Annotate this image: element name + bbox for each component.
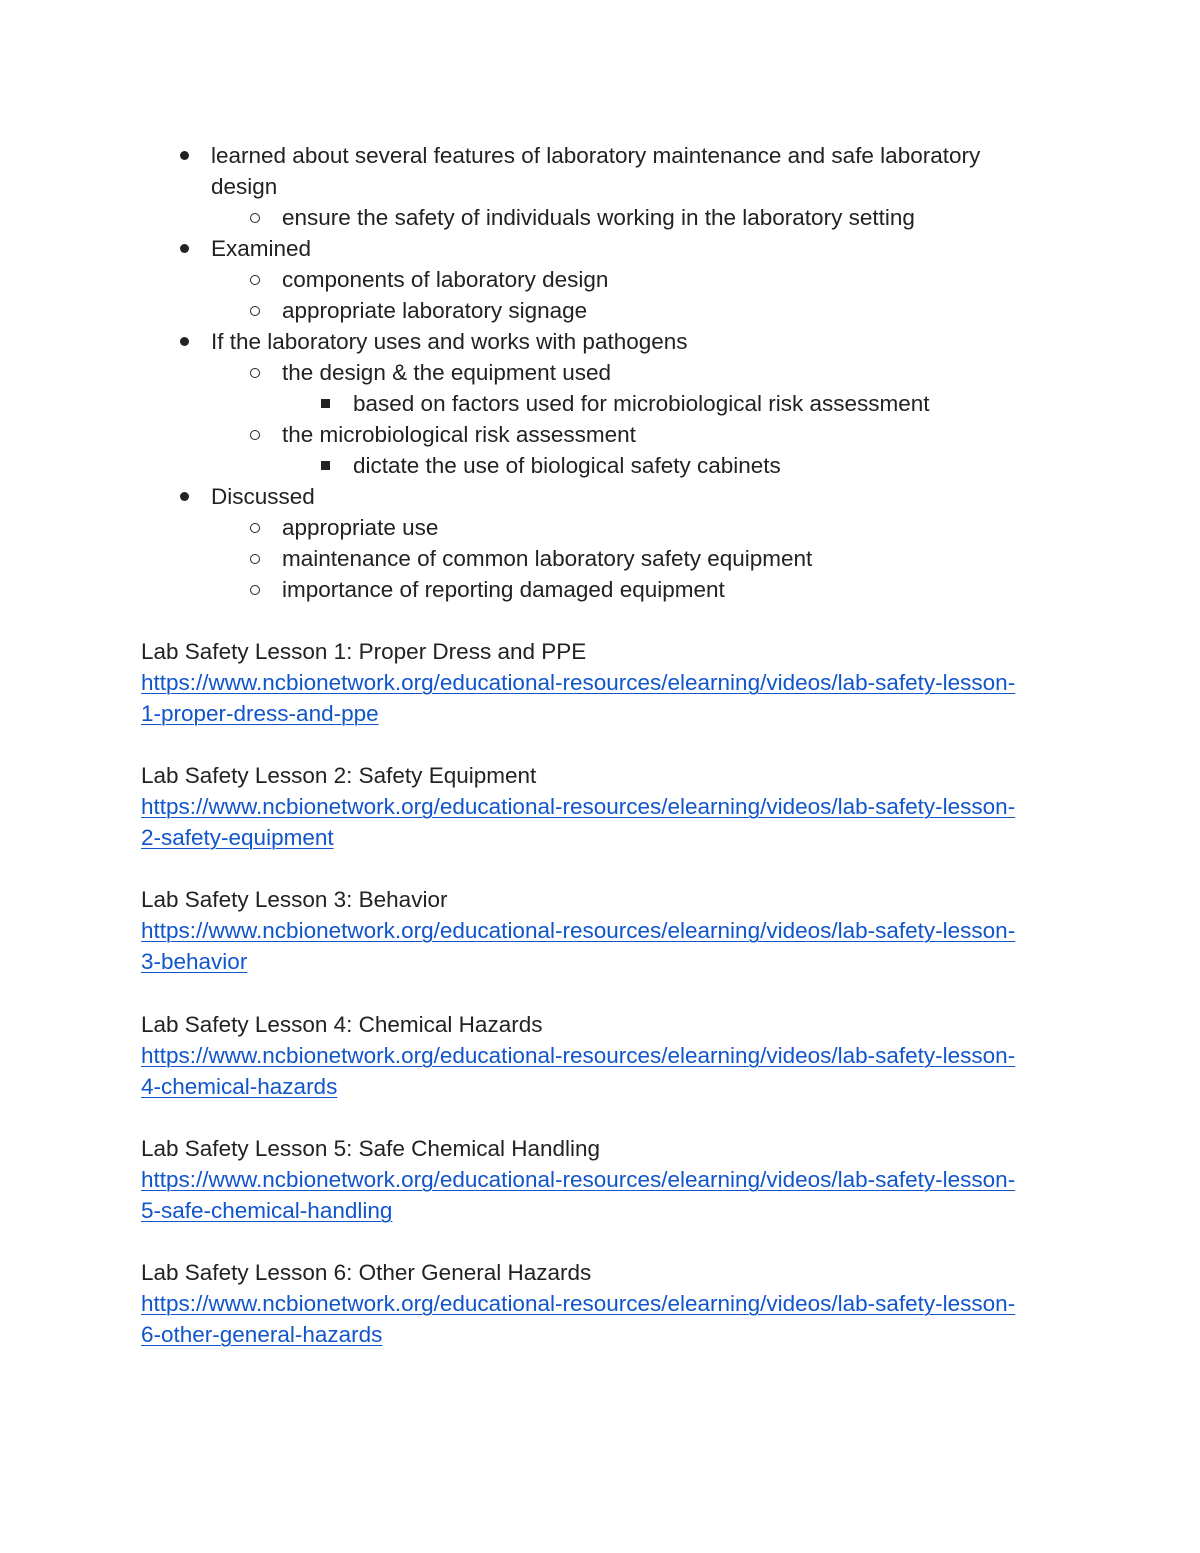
lesson-title: Lab Safety Lesson 6: Other General Hazards [141, 1260, 592, 1285]
bullet-disc-icon [177, 326, 191, 357]
list-item-text: based on factors used for microbiological risk assessment [353, 391, 930, 416]
lesson-link[interactable]: 3-behavior [141, 949, 248, 974]
list-item-text: maintenance of common laboratory safety equipment [282, 546, 813, 571]
lesson-link[interactable]: 5-safe-chemical-handling [141, 1198, 393, 1223]
bullet-circle-icon [248, 295, 262, 326]
bullet-circle-icon [248, 574, 262, 605]
list-item-text: learned about several features of laboratory maintenance and safe laboratory [211, 143, 981, 168]
list-item-text: the design & the equipment used [282, 360, 611, 385]
list-item-text: design [211, 174, 278, 199]
lesson-link[interactable]: 4-chemical-hazards [141, 1074, 338, 1099]
bullet-circle-icon [248, 202, 262, 233]
bullet-circle-icon [248, 357, 262, 388]
lesson-link[interactable]: https://www.ncbionetwork.org/educational-resources/elearning/videos/lab-safety-lesson- [141, 1167, 1016, 1192]
lesson-link[interactable]: https://www.ncbionetwork.org/educational-resources/elearning/videos/lab-safety-lesson- [141, 918, 1016, 943]
list-item-text: If the laboratory uses and works with pathogens [211, 329, 688, 354]
list-item-text: Discussed [211, 484, 315, 509]
bullet-circle-icon [248, 264, 262, 295]
bullet-circle-icon [248, 419, 262, 450]
lesson-title: Lab Safety Lesson 5: Safe Chemical Handling [141, 1136, 601, 1161]
list-item-text: the microbiological risk assessment [282, 422, 636, 447]
lesson-link[interactable]: https://www.ncbionetwork.org/educational-resources/elearning/videos/lab-safety-lesson- [141, 1291, 1016, 1316]
bullet-circle-icon [248, 512, 262, 543]
lesson-title: Lab Safety Lesson 1: Proper Dress and PPE [141, 639, 587, 664]
lesson-link[interactable]: 2-safety-equipment [141, 825, 334, 850]
lesson-link[interactable]: https://www.ncbionetwork.org/educational-resources/elearning/videos/lab-safety-lesson- [141, 670, 1016, 695]
list-item-text: ensure the safety of individuals working in the laboratory setting [282, 205, 915, 230]
bullet-circle-icon [248, 543, 262, 574]
list-item-text: importance of reporting damaged equipment [282, 577, 725, 602]
lesson-link[interactable]: 6-other-general-hazards [141, 1322, 383, 1347]
list-item-text: Examined [211, 236, 312, 261]
list-item-text: appropriate laboratory signage [282, 298, 588, 323]
list-item-text: appropriate use [282, 515, 439, 540]
bullet-square-icon [318, 450, 332, 481]
lesson-title: Lab Safety Lesson 3: Behavior [141, 887, 448, 912]
bullet-disc-icon [177, 233, 191, 264]
list-item-text: dictate the use of biological safety cabinets [353, 453, 781, 478]
lesson-link[interactable]: https://www.ncbionetwork.org/educational-resources/elearning/videos/lab-safety-lesson- [141, 1043, 1016, 1068]
lesson-title: Lab Safety Lesson 4: Chemical Hazards [141, 1012, 543, 1037]
bullet-square-icon [318, 388, 332, 419]
bullet-disc-icon [177, 481, 191, 512]
lesson-link[interactable]: https://www.ncbionetwork.org/educational-resources/elearning/videos/lab-safety-lesson- [141, 794, 1016, 819]
lesson-title: Lab Safety Lesson 2: Safety Equipment [141, 763, 537, 788]
lesson-link[interactable]: 1-proper-dress-and-ppe [141, 701, 379, 726]
list-item-text: components of laboratory design [282, 267, 609, 292]
bullet-disc-icon [177, 140, 191, 171]
